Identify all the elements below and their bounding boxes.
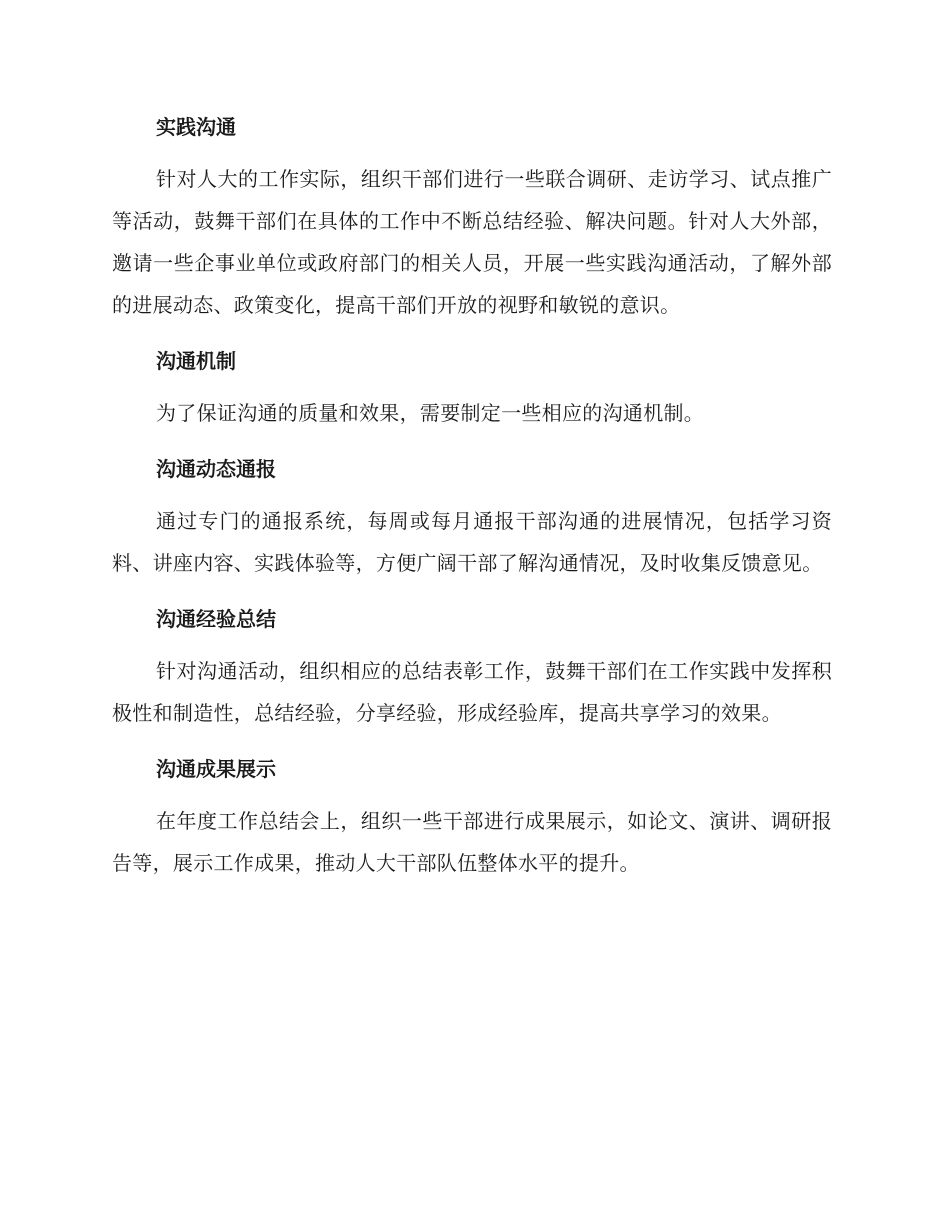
section-paragraph: 通过专门的通报系统，每周或每月通报干部沟通的进展情况，包括学习资料、讲座内容、实践体验等，方便广阔干部了解沟通情况，及时收集反馈意见。 [112, 509, 832, 575]
section-paragraph: 针对沟通活动，组织相应的总结表彰工作，鼓舞干部们在工作实践中发挥积极性和制造性，总结经验，分享经验，形成经验库，提高共享学习的效果。 [112, 659, 832, 725]
section-results-showcase [112, 748, 832, 884]
section-experience-summary [112, 598, 832, 734]
section-paragraph: 在年度工作总结会上，组织一些干部进行成果展示，如论文、演讲、调研报告等，展示工作成果，推动人大干部队伍整体水平的提升。 [112, 809, 832, 875]
section-paragraph: 针对人大的工作实际，组织干部们进行一些联合调研、走访学习、试点推广等活动，鼓舞干部们在具体的工作中不断总结经验、解决问题。针对人大外部，邀请一些企事业单位或政府部门的相关人员，开展一些实践沟通活动，了解外部的进展动态、政策变化，提高干部们开放的视野和敏锐的意识。 [112, 167, 832, 317]
section-heading: 沟通成果展示 [156, 757, 276, 781]
document-content [112, 106, 832, 898]
section-communication-mechanism [112, 340, 832, 434]
section-heading: 沟通动态通报 [156, 457, 276, 481]
section-heading: 实践沟通 [156, 115, 236, 139]
section-communication-bulletin [112, 448, 832, 584]
section-paragraph: 为了保证沟通的质量和效果，需要制定一些相应的沟通机制。 [156, 401, 705, 425]
section-heading: 沟通机制 [156, 349, 236, 373]
section-heading: 沟通经验总结 [156, 607, 276, 631]
section-practice-communication [112, 106, 832, 326]
